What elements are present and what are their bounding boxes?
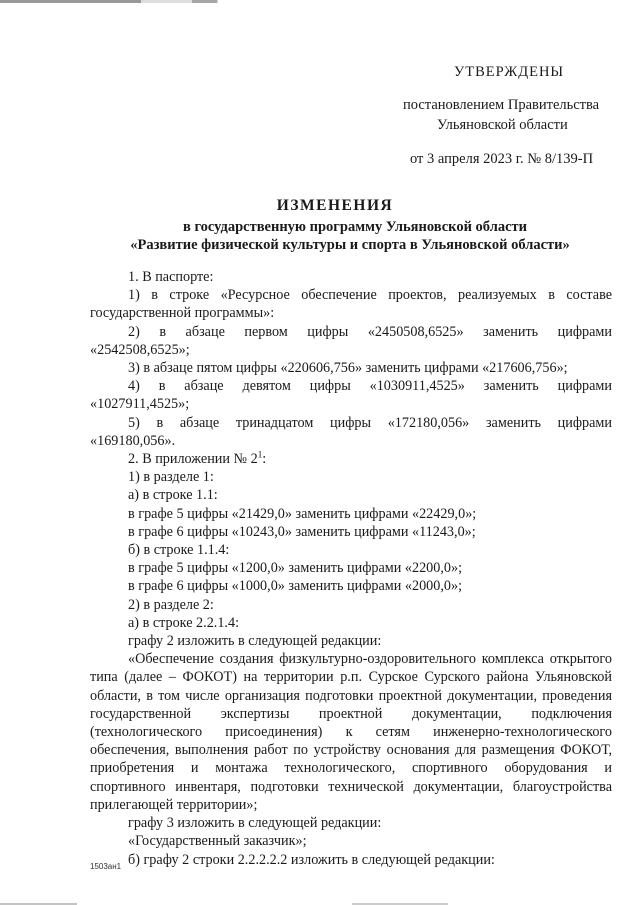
paragraph: а) в строке 2.2.1.4: (128, 614, 240, 631)
paragraph-text: 2. В приложении № 2 (128, 451, 258, 468)
paragraph: «2542508,6525»; (90, 341, 190, 358)
document-subtitle-1: в государственную программу Ульяновской области (182, 219, 527, 235)
paragraph: «1027911,4525»; (90, 396, 190, 413)
paragraph: «Обеспечение создания физкультурно-оздоровительного комплекса открытого типа (далее – ФОКОТ) на территории р.п. Сурское Сурского района Ульяновской области, в том числе организация подготовки проектной документации, проведения государственной экспертизы проектной документации, подключения (технологического присоединения) к сетям инженерно-технологического обеспечения, выполнения работ по устройству основания для размещения ФОКОТ, приобретения и монтажа технологического, спортивного оборудования и спортивного инвентаря, подготовки технической документации, благоустройства прилегающей территории»; (90, 651, 612, 813)
paragraph: 1) в строке «Ресурсное обеспечение проектов, реализуемых в составе (128, 287, 612, 304)
document-body (90, 268, 612, 869)
paragraph: в графе 6 цифры «10243,0» заменить цифрами «11243,0»; (128, 523, 476, 540)
paragraph: в графе 5 цифры «1200,0» заменить цифрами «2200,0»; (128, 560, 463, 577)
paragraph: 1. В паспорте: (128, 269, 214, 285)
approval-line-1: постановлением Правительства (403, 97, 600, 113)
paragraph: б) в строке 1.1.4: (128, 542, 230, 559)
paragraph: «169180,056». (90, 432, 176, 449)
approval-line-3: от 3 апреля 2023 г. № 8/139-П (410, 151, 594, 167)
paragraph (90, 450, 612, 468)
superscript: 1 (257, 449, 263, 460)
paragraph: б) графу 2 строки 2.2.2.2.2 изложить в следующей редакции: (128, 851, 495, 868)
paragraph: 5) в абзаце тринадцатом цифры «172180,056» заменить цифрами (128, 414, 612, 431)
paragraph: в графе 6 цифры «1000,0» заменить цифрами «2000,0»; (128, 578, 463, 595)
paragraph: в графе 5 цифры «21429,0» заменить цифрами «22429,0»; (128, 505, 477, 522)
document-subtitle-2: «Развитие физической культуры и спорта в Ульяновской области» (130, 237, 570, 253)
paragraph: 3) в абзаце пятом цифры «220606,756» заменить цифрами «217606,756»; (128, 360, 568, 377)
approval-line-2: Ульяновской области (437, 117, 568, 133)
paragraph: графу 3 изложить в следующей редакции: (128, 815, 382, 832)
paragraph: 2) в разделе 2: (128, 596, 214, 613)
paragraph: 2) в абзаце первом цифры «2450508,6525» заменить цифрами (128, 323, 612, 340)
paragraph: а) в строке 1.1: (128, 487, 218, 504)
paragraph: 4) в абзаце девятом цифры «1030911,4525» заменить цифрами (128, 378, 612, 395)
paragraph: «Государственный заказчик»; (128, 833, 307, 850)
approval-title: УТВЕРЖДЕНЫ (454, 64, 565, 80)
document-title: ИЗМЕНЕНИЯ (276, 197, 394, 214)
approval-block (0, 0, 640, 180)
paragraph: 1) в разделе 1: (128, 469, 214, 486)
paragraph: государственной программы»: (90, 305, 275, 322)
footer-code: 1503ан1 (90, 862, 122, 871)
paragraph-text: : (262, 451, 267, 468)
paragraph: графу 2 изложить в следующей редакции: (128, 633, 382, 650)
